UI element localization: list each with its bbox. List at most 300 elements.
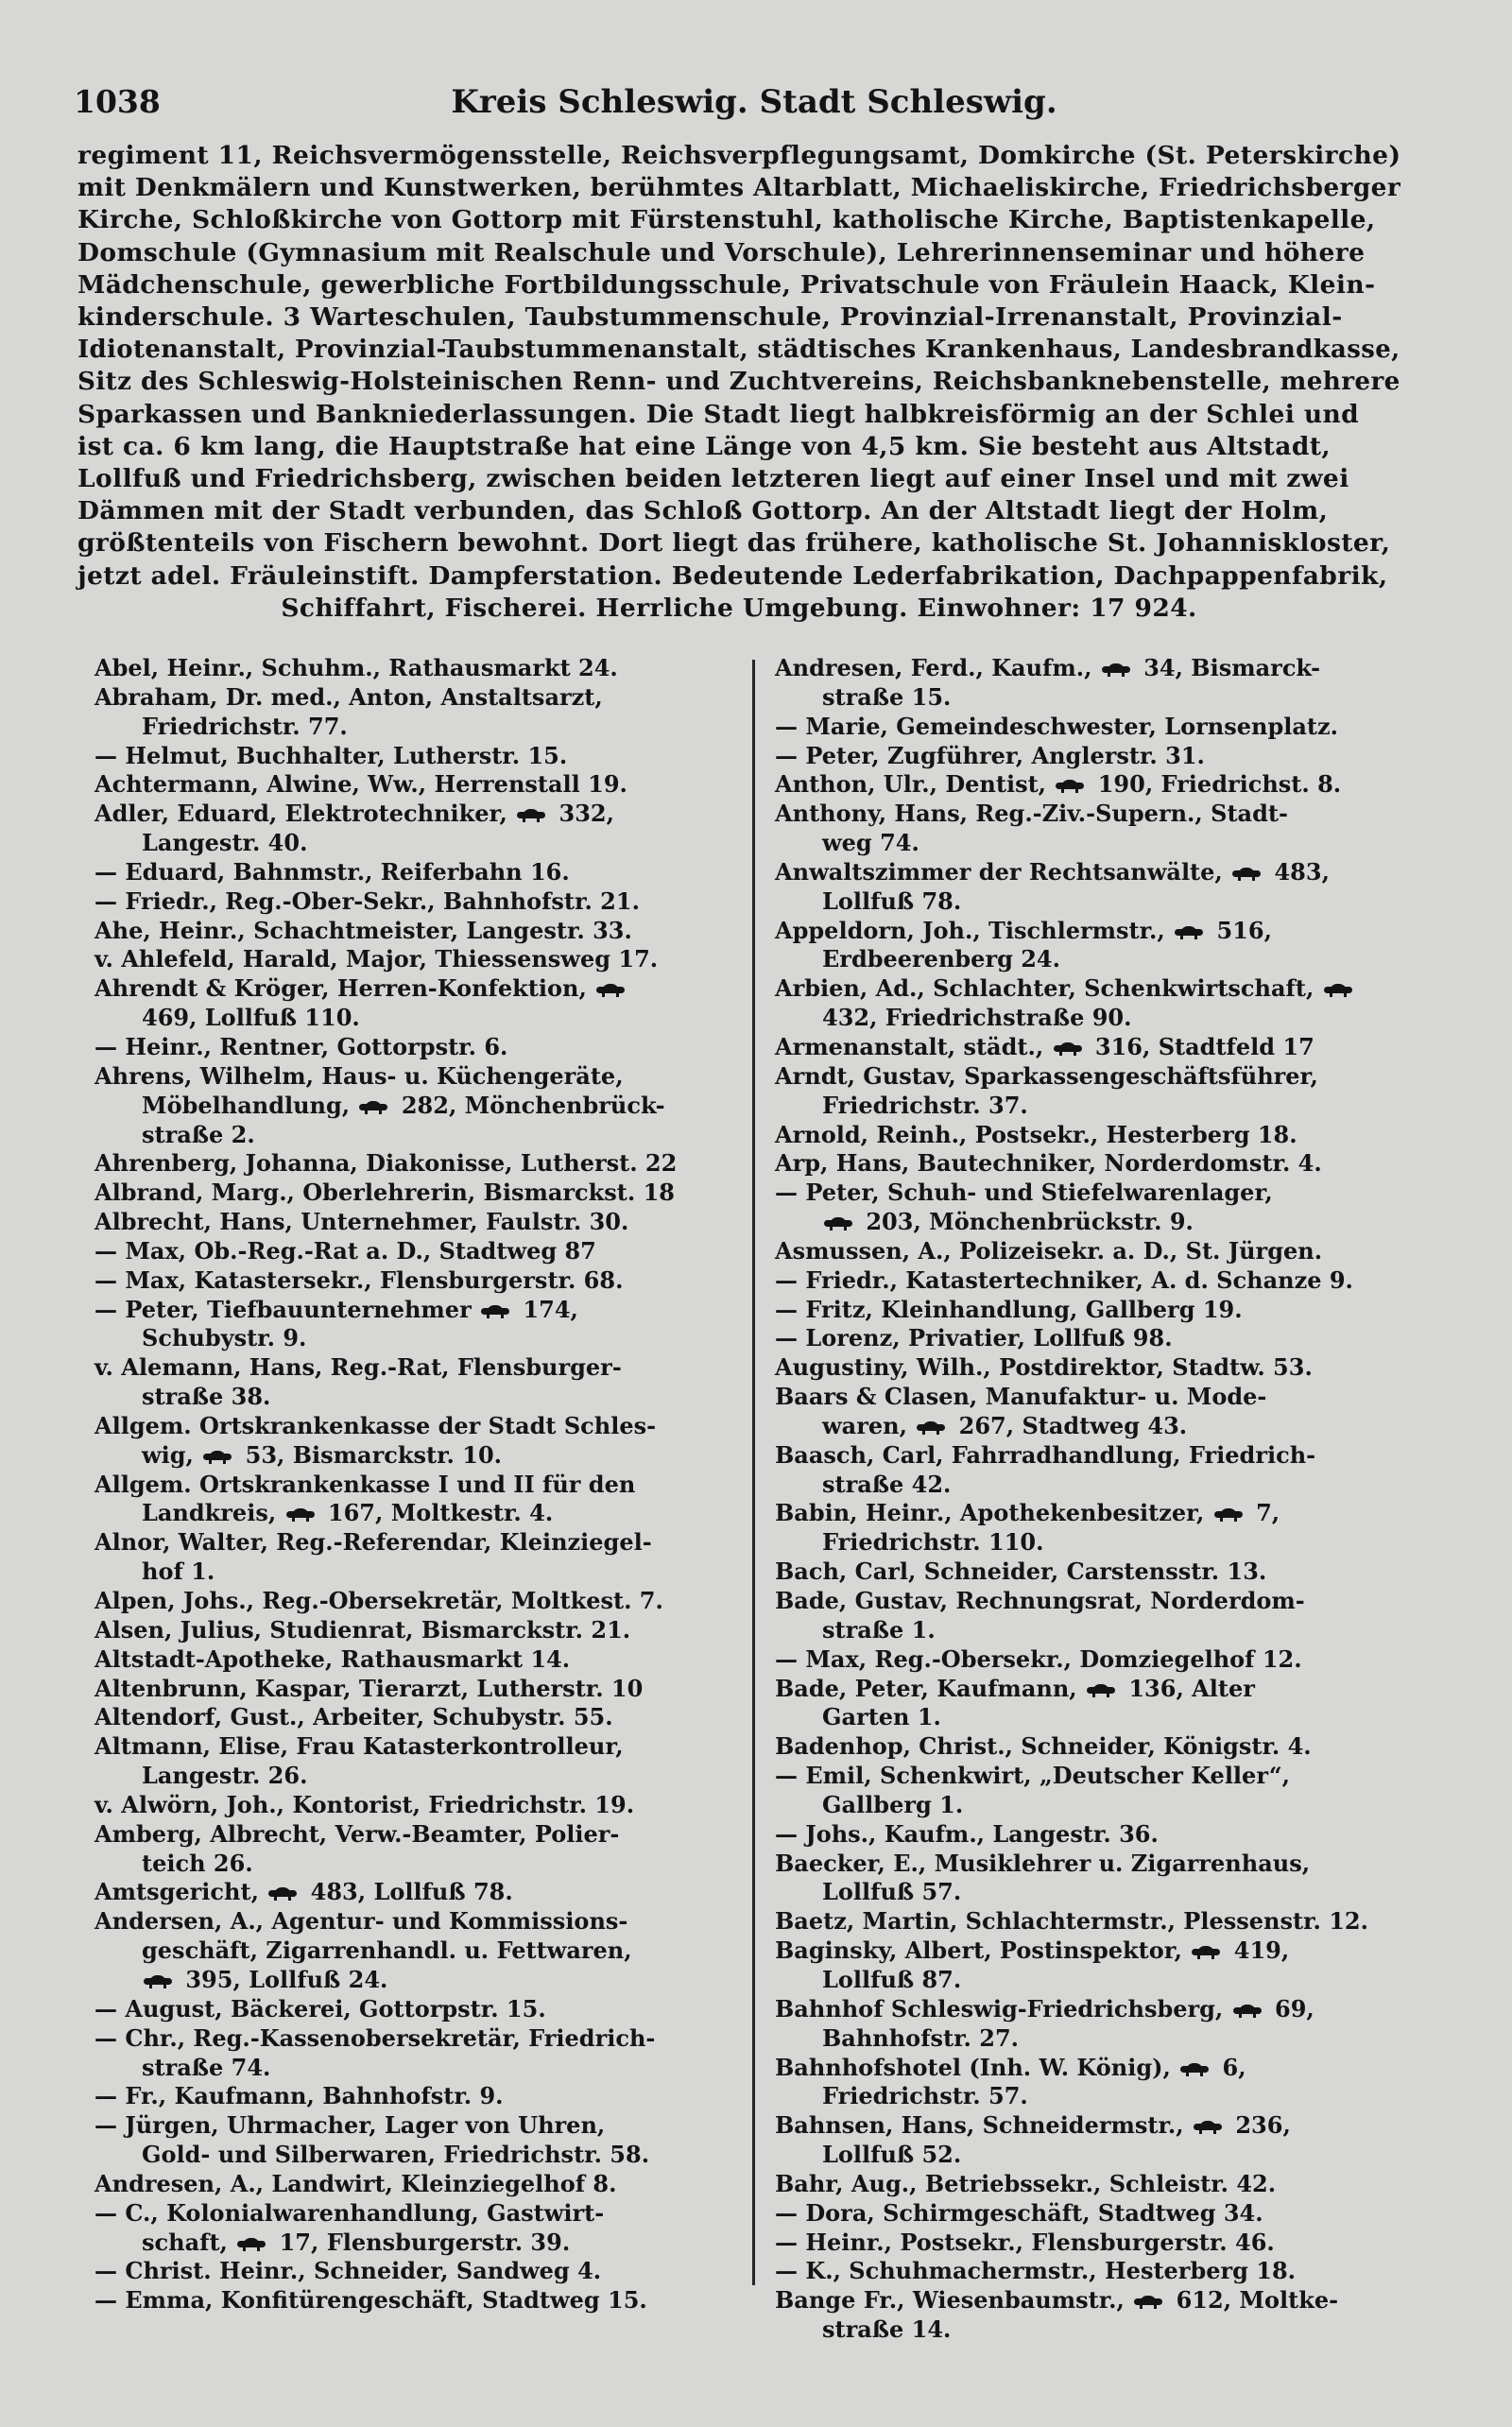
- entry-text: 282, Mönchenbrück-: [393, 1091, 665, 1119]
- entry-line: [94, 974, 747, 1004]
- entry-line: [94, 683, 747, 713]
- directory-entry: [775, 1383, 1427, 1441]
- entry-text: Alnor, Walter, Reg.-Referendar, Kleinziegel-: [94, 1528, 652, 1557]
- directory-entry: [775, 2257, 1427, 2286]
- entry-line: [775, 1383, 1427, 1412]
- entry-text: Achtermann, Alwine, Ww., Herrenstall 19.: [94, 770, 627, 799]
- intro-line: mit Denkmälern und Kunstwerken, berühmtes Altarblatt, Michaeliskirche, Friedrichsberger: [77, 173, 1401, 203]
- directory-entry: [94, 1907, 747, 1995]
- entry-line: [775, 1121, 1427, 1150]
- entry-line: [94, 1878, 747, 1907]
- telephone-icon: [1180, 2063, 1209, 2076]
- entry-continuation-line: [94, 713, 747, 742]
- entry-line: [94, 1616, 747, 1645]
- entry-text: — Helmut, Buchhalter, Lutherstr. 15.: [94, 741, 568, 769]
- page-header: [74, 83, 1435, 130]
- entry-text: — Johs., Kaufm., Langestr. 36.: [775, 1819, 1159, 1848]
- entry-line: [94, 654, 747, 683]
- entry-line: [94, 1179, 747, 1208]
- entry-text: Albrecht, Hans, Unternehmer, Faulstr. 30.: [94, 1208, 629, 1236]
- directory-entry: [94, 1149, 747, 1179]
- entry-text: Augustiny, Wilh., Postdirektor, Stadtw. 53.: [775, 1353, 1313, 1382]
- entry-line: [775, 1237, 1427, 1266]
- directory-entry: [94, 2082, 747, 2111]
- entry-line: [775, 742, 1427, 771]
- directory-entry: [94, 1237, 747, 1266]
- entry-text: Gold- und Silberwaren, Friedrichstr. 58.: [142, 2141, 650, 2169]
- entry-continuation-line: [94, 1092, 747, 1121]
- entry-text: Altmann, Elise, Frau Katasterkontrolleur,: [94, 1732, 624, 1761]
- directory-entry: [775, 2199, 1427, 2229]
- entry-text: Anthony, Hans, Reg.-Ziv.-Supern., Stadt-: [775, 800, 1288, 828]
- entry-line: [775, 1296, 1427, 1325]
- directory-entry: [775, 858, 1427, 917]
- entry-text: 469, Lollfuß 110.: [142, 1004, 360, 1032]
- directory-entry: [775, 1645, 1427, 1675]
- entry-text: Badenhop, Christ., Schneider, Königstr. 4.: [775, 1732, 1312, 1761]
- directory-entry: [775, 2111, 1427, 2170]
- telephone-icon: [237, 2238, 266, 2251]
- telephone-icon: [1056, 780, 1084, 793]
- entry-line: [775, 1266, 1427, 1296]
- entry-text: Amtsgericht,: [94, 1878, 267, 1906]
- entry-line: [775, 1179, 1427, 1208]
- entry-continuation-line: [94, 829, 747, 858]
- telephone-icon: [481, 1305, 509, 1318]
- directory-entry: [94, 2024, 747, 2083]
- directory-entry: [775, 713, 1427, 742]
- directory-entry: [775, 1907, 1427, 1936]
- entry-text: Andersen, A., Agentur- und Kommissions-: [94, 1907, 628, 1936]
- entry-line: [94, 917, 747, 946]
- intro-line: Lollfuß und Friedrichsberg, zwischen beiden letzteren liegt auf einer Insel und mit zwei: [77, 464, 1349, 494]
- entry-text: Langestr. 40.: [142, 829, 308, 857]
- intro-line: größtenteils von Fischern bewohnt. Dort liegt das frühere, katholische St. Johanniskloster,: [77, 528, 1391, 559]
- directory-entry: [775, 1033, 1427, 1062]
- entry-text: geschäft, Zigarrenhandl. u. Fettwaren,: [142, 1936, 632, 1965]
- entry-text: Armenanstalt, städt.,: [775, 1032, 1052, 1060]
- intro-line: Kirche, Schloßkirche von Gottorp mit Fürstenstuhl, katholische Kirche, Baptistenkapelle,: [77, 205, 1376, 235]
- entry-line: [775, 858, 1427, 887]
- entry-text: straße 42.: [822, 1470, 952, 1498]
- entry-text: — Fr., Kaufmann, Bahnhofstr. 9.: [94, 2082, 504, 2110]
- directory-entry: [94, 1878, 747, 1907]
- entry-line: [775, 1850, 1427, 1879]
- entry-line: [94, 1820, 747, 1850]
- entry-line: [775, 770, 1427, 800]
- entry-continuation-line: [94, 1121, 747, 1150]
- entry-text: hof 1.: [142, 1558, 215, 1586]
- entry-text: schaft,: [142, 2228, 236, 2256]
- entry-line: [94, 1675, 747, 1704]
- entry-continuation-line: [775, 2082, 1427, 2111]
- entry-text: 612, Moltke-: [1168, 2286, 1339, 2315]
- directory-entry: [775, 1762, 1427, 1820]
- directory-entry: [775, 1324, 1427, 1353]
- column-divider: [752, 660, 755, 2285]
- directory-entry: [775, 1732, 1427, 1762]
- entry-line: [94, 2024, 747, 2054]
- entry-text: straße 38.: [142, 1383, 271, 1411]
- entry-line: [94, 1528, 747, 1558]
- entry-text: Lollfuß 57.: [822, 1878, 962, 1906]
- entry-text: Abel, Heinr., Schuhm., Rathausmarkt 24.: [94, 654, 618, 681]
- entry-text: wig,: [142, 1440, 202, 1469]
- entry-line: [775, 800, 1427, 829]
- entry-continuation-line: [775, 1703, 1427, 1732]
- entry-line: [775, 1995, 1427, 2024]
- entry-line: [775, 2054, 1427, 2083]
- directory-entry: [94, 1296, 747, 1354]
- entry-text: Bach, Carl, Schneider, Carstensstr. 13.: [775, 1558, 1267, 1586]
- directory-entry: [94, 1179, 747, 1208]
- entry-text: 7,: [1247, 1499, 1280, 1527]
- entry-text: Bade, Peter, Kaufmann,: [775, 1674, 1085, 1702]
- intro-line: Sparkassen und Bankniederlassungen. Die Stadt liegt halbkreisförmig an der Schlei und: [77, 399, 1360, 429]
- telephone-icon: [517, 809, 545, 822]
- directory-entry: [94, 1528, 747, 1587]
- entry-line: [775, 1062, 1427, 1092]
- entry-continuation-line: [94, 1324, 747, 1353]
- entry-text: weg 74.: [822, 829, 919, 857]
- entry-line: [775, 1033, 1427, 1062]
- entry-continuation-line: [775, 1092, 1427, 1121]
- telephone-icon: [1134, 2296, 1162, 2309]
- entry-text: Bahnhof Schleswig-Friedrichsberg,: [775, 1994, 1231, 2022]
- entry-text: 167, Moltkestr. 4.: [319, 1499, 554, 1527]
- entry-continuation-line: [775, 2024, 1427, 2054]
- entry-line: [775, 1441, 1427, 1471]
- entry-text: — Peter, Schuh- und Stiefelwarenlager,: [775, 1179, 1273, 1207]
- entry-text: Altenbrunn, Kaspar, Tierarzt, Lutherstr. 10: [94, 1674, 644, 1702]
- directory-entry: [775, 1995, 1427, 2054]
- directory-entry: [94, 742, 747, 771]
- entry-line: [94, 2257, 747, 2286]
- entry-line: [94, 1033, 747, 1062]
- entry-text: straße 14.: [822, 2315, 952, 2344]
- entry-text: Friedrichstr. 57.: [822, 2082, 1028, 2110]
- telephone-icon: [1194, 2121, 1222, 2134]
- entry-text: Allgem. Ortskrankenkasse I und II für den: [94, 1470, 636, 1498]
- directory-entry: [775, 770, 1427, 800]
- entry-line: [94, 1907, 747, 1936]
- entry-continuation-line: [775, 1616, 1427, 1645]
- entry-line: [94, 800, 747, 829]
- entry-text: 17, Flensburgerstr. 39.: [271, 2228, 571, 2256]
- intro-line: kinderschule. 3 Warteschulen, Taubstummenschule, Provinzial-Irrenanstalt, Provinzial-: [77, 302, 1343, 333]
- telephone-icon: [203, 1451, 232, 1464]
- telephone-icon: [1175, 926, 1203, 939]
- entry-text: Bahnhofstr. 27.: [822, 2023, 1020, 2052]
- directory-entry: [94, 1412, 747, 1471]
- entry-continuation-line: [775, 945, 1427, 974]
- telephone-icon: [1102, 663, 1130, 677]
- intro-line: Sitz des Schleswig-Holsteinischen Renn- und Zuchtvereins, Reichsbanknebenstelle, mehrere: [77, 367, 1400, 397]
- entry-line: [775, 1675, 1427, 1704]
- entry-continuation-line: [775, 1791, 1427, 1820]
- entry-text: Baars & Clasen, Manufaktur- u. Mode-: [775, 1383, 1267, 1411]
- entry-line: [94, 1149, 747, 1179]
- entry-text: 516,: [1209, 916, 1272, 944]
- entry-text: Baginsky, Albert, Postinspektor,: [775, 1936, 1191, 1965]
- entry-text: Arp, Hans, Bautechniker, Norderdomstr. 4.: [775, 1149, 1322, 1178]
- entry-text: 483, Lollfuß 78.: [302, 1878, 513, 1906]
- entry-continuation-line: [775, 1412, 1427, 1441]
- directory-entry: [94, 1820, 747, 1879]
- entry-line: [775, 1353, 1427, 1383]
- entry-line: [775, 2286, 1427, 2315]
- entry-text: Allgem. Ortskrankenkasse der Stadt Schles-: [94, 1411, 657, 1439]
- directory-entry: [94, 2170, 747, 2199]
- telephone-icon: [1232, 868, 1261, 881]
- entry-text: Baecker, E., Musiklehrer u. Zigarrenhaus,: [775, 1849, 1311, 1877]
- entry-text: Altstadt-Apotheke, Rathausmarkt 14.: [94, 1644, 571, 1673]
- entry-text: 53, Bismarckstr. 10.: [237, 1440, 502, 1469]
- entry-text: 419,: [1226, 1936, 1290, 1965]
- entry-text: Appeldorn, Joh., Tischlermstr.,: [775, 916, 1174, 944]
- directory-entry: [775, 974, 1427, 1033]
- directory-column-left: [94, 654, 747, 2315]
- telephone-icon: [1214, 1508, 1243, 1522]
- entry-line: [775, 1558, 1427, 1587]
- entry-text: Möbelhandlung,: [142, 1091, 358, 1119]
- entry-continuation-line: [775, 683, 1427, 713]
- entry-line: [94, 887, 747, 917]
- entry-text: — Lorenz, Privatier, Lollfuß 98.: [775, 1324, 1173, 1352]
- intro-line: ist ca. 6 km lang, die Hauptstraße hat eine Länge von 4,5 km. Sie besteht aus Altstadt,: [77, 431, 1332, 461]
- entry-text: — Heinr., Rentner, Gottorpstr. 6.: [94, 1032, 508, 1060]
- directory-entry: [94, 1587, 747, 1616]
- directory-entry: [94, 2199, 747, 2258]
- entry-line: [94, 1587, 747, 1616]
- directory-entry: [775, 654, 1427, 713]
- entry-text: 190, Friedrichst. 8.: [1090, 770, 1342, 799]
- entry-text: Babin, Heinr., Apothekenbesitzer,: [775, 1499, 1212, 1527]
- entry-text: Adler, Eduard, Elektrotechniker,: [94, 800, 516, 828]
- entry-line: [775, 1149, 1427, 1179]
- directory-entry: [775, 1062, 1427, 1121]
- directory-entry: [94, 1703, 747, 1732]
- directory-entry: [94, 974, 747, 1033]
- directory-column-right: [775, 654, 1427, 2345]
- entry-line: [94, 858, 747, 887]
- entry-text: Ahe, Heinr., Schachtmeister, Langestr. 33.: [94, 916, 632, 944]
- entry-text: Abraham, Dr. med., Anton, Anstaltsarzt,: [94, 682, 603, 711]
- entry-text: — Max, Reg.-Obersekr., Domziegelhof 12.: [775, 1644, 1302, 1673]
- entry-text: Bahr, Aug., Betriebssekr., Schleistr. 42.: [775, 2169, 1277, 2197]
- entry-text: Garten 1.: [822, 1703, 941, 1731]
- entry-text: Alsen, Julius, Studienrat, Bismarckstr. 21.: [94, 1615, 631, 1644]
- entry-line: [775, 1820, 1427, 1850]
- entry-text: Bange Fr., Wiesenbaumstr.,: [775, 2286, 1133, 2315]
- entry-continuation-line: [775, 1208, 1427, 1237]
- entry-line: [94, 1208, 747, 1237]
- entry-line: [94, 2111, 747, 2141]
- entry-text: 432, Friedrichstraße 90.: [822, 1004, 1132, 1032]
- entry-text: Friedrichstr. 77.: [142, 712, 348, 740]
- directory-entry: [94, 1033, 747, 1062]
- entry-text: straße 2.: [142, 1120, 255, 1148]
- entry-text: — C., Kolonialwarenhandlung, Gastwirt-: [94, 2198, 605, 2227]
- directory-entry: [775, 1499, 1427, 1558]
- entry-text: Andresen, Ferd., Kaufm.,: [775, 654, 1100, 681]
- entry-text: — Marie, Gemeindeschwester, Lornsenplatz.: [775, 712, 1338, 740]
- entry-text: Landkreis,: [142, 1499, 284, 1527]
- directory-entry: [94, 1995, 747, 2024]
- entry-line: [94, 1645, 747, 1675]
- entry-text: 203, Mönchenbrückstr. 9.: [858, 1208, 1194, 1236]
- entry-text: Arnold, Reinh., Postsekr., Hesterberg 18.: [775, 1120, 1297, 1148]
- entry-line: [94, 1732, 747, 1762]
- entry-text: v. Alwörn, Joh., Kontorist, Friedrichstr. 19.: [94, 1790, 635, 1818]
- entry-line: [775, 2257, 1427, 2286]
- directory-entry: [94, 800, 747, 858]
- entry-text: v. Ahlefeld, Harald, Major, Thiessensweg 17.: [94, 945, 659, 973]
- entry-line: [775, 1587, 1427, 1616]
- entry-text: Ahrendt & Kröger, Herren-Konfektion,: [94, 974, 595, 1003]
- telephone-icon: [1192, 1946, 1220, 1959]
- entry-line: [775, 1645, 1427, 1675]
- entry-text: — Friedr., Reg.-Ober-Sekr., Bahnhofstr. 21.: [94, 886, 640, 915]
- entry-line: [775, 2229, 1427, 2258]
- directory-entry: [94, 1208, 747, 1237]
- entry-line: [94, 2082, 747, 2111]
- entry-text: Lollfuß 52.: [822, 2141, 962, 2169]
- entry-text: Erdbeerenberg 24.: [822, 945, 1060, 973]
- directory-entry: [94, 1675, 747, 1704]
- directory-entry: [94, 1791, 747, 1820]
- entry-text: — August, Bäckerei, Gottorpstr. 15.: [94, 1994, 546, 2022]
- entry-text: Bahnsen, Hans, Schneidermstr.,: [775, 2111, 1192, 2140]
- entry-text: Lollfuß 87.: [822, 1965, 962, 1993]
- entry-text: 332,: [551, 800, 614, 828]
- entry-text: — Dora, Schirmgeschäft, Stadtweg 34.: [775, 2198, 1263, 2227]
- directory-entry: [94, 1471, 747, 1529]
- entry-text: Friedrichstr. 37.: [822, 1091, 1028, 1119]
- entry-line: [94, 1995, 747, 2024]
- entry-text: 34, Bismarck-: [1135, 654, 1321, 681]
- entry-text: straße 1.: [822, 1615, 936, 1644]
- entry-line: [94, 1237, 747, 1266]
- directory-entry: [775, 1149, 1427, 1179]
- entry-continuation-line: [775, 2315, 1427, 2345]
- directory-entry: [94, 683, 747, 742]
- telephone-icon: [1324, 984, 1352, 997]
- entry-line: [94, 1062, 747, 1092]
- directory-entry: [775, 1441, 1427, 1500]
- entry-line: [94, 2199, 747, 2229]
- directory-entry: [94, 654, 747, 683]
- entry-line: [775, 917, 1427, 946]
- entry-text: Andresen, A., Landwirt, Kleinziegelhof 8.: [94, 2169, 617, 2197]
- entry-line: [775, 1762, 1427, 1791]
- telephone-icon: [1233, 2005, 1262, 2018]
- entry-text: Asmussen, A., Polizeisekr. a. D., St. Jürgen.: [775, 1236, 1323, 1265]
- entry-line: [775, 713, 1427, 742]
- entry-text: — K., Schuhmachermstr., Hesterberg 18.: [775, 2257, 1297, 2285]
- intro-line: Domschule (Gymnasium mit Realschule und Vorschule), Lehrerinnenseminar und höhere: [77, 237, 1366, 267]
- entry-continuation-line: [94, 1936, 747, 1966]
- entry-continuation-line: [775, 1004, 1427, 1033]
- entry-line: [775, 1936, 1427, 1966]
- directory-entry: [775, 2229, 1427, 2258]
- entry-text: 483,: [1266, 857, 1330, 886]
- telephone-icon: [917, 1421, 945, 1435]
- directory-entry: [94, 1062, 747, 1150]
- intro-line: Idiotenanstalt, Provinzial-Taubstummenanstalt, städtisches Krankenhaus, Landesbrandkasse,: [77, 335, 1400, 365]
- entry-continuation-line: [775, 1966, 1427, 1995]
- entry-text: — Emma, Konfitürengeschäft, Stadtweg 15.: [94, 2286, 647, 2315]
- intro-line: Schiffahrt, Fischerei. Herrliche Umgebung. Einwohner: 17 924.: [281, 593, 1197, 623]
- entry-text: Anwaltszimmer der Rechtsanwälte,: [775, 857, 1231, 886]
- entry-continuation-line: [775, 1471, 1427, 1500]
- telephone-icon: [144, 1975, 172, 1988]
- entry-text: straße 15.: [822, 682, 952, 711]
- directory-entry: [775, 2286, 1427, 2345]
- entry-text: Schubystr. 9.: [142, 1324, 307, 1352]
- entry-continuation-line: [775, 1528, 1427, 1558]
- directory-entry: [94, 2286, 747, 2315]
- entry-continuation-line: [94, 1441, 747, 1471]
- entry-line: [775, 2111, 1427, 2141]
- entry-text: — Christ. Heinr., Schneider, Sandweg 4.: [94, 2257, 602, 2285]
- intro-line: jetzt adel. Fräuleinstift. Dampferstation. Bedeutende Lederfabrikation, Dachpappenfabrik,: [77, 560, 1388, 591]
- directory-entry: [775, 1820, 1427, 1850]
- entry-text: Bahnhofshotel (Inh. W. König),: [775, 2053, 1179, 2081]
- entry-text: 6,: [1214, 2053, 1246, 2081]
- entry-text: — Chr., Reg.-Kassenobersekretär, Friedrich-: [94, 2023, 656, 2052]
- entry-text: 69,: [1266, 1994, 1314, 2022]
- directory-entry: [94, 1266, 747, 1296]
- entry-text: — Peter, Zugführer, Anglerstr. 31.: [775, 741, 1205, 769]
- entry-line: [94, 2286, 747, 2315]
- entry-text: Baetz, Martin, Schlachtermstr., Plessenstr. 12.: [775, 1907, 1368, 1936]
- entry-text: 174,: [515, 1295, 578, 1323]
- entry-line: [94, 1703, 747, 1732]
- directory-entry: [775, 1558, 1427, 1587]
- telephone-icon: [286, 1508, 315, 1522]
- entry-text: Altendorf, Gust., Arbeiter, Schubystr. 55.: [94, 1703, 613, 1731]
- entry-text: waren,: [822, 1411, 916, 1439]
- entry-text: 136, Alter: [1120, 1674, 1255, 1702]
- entry-text: Ahrenberg, Johanna, Diakonisse, Lutherst. 22: [94, 1149, 678, 1178]
- entry-text: v. Alemann, Hans, Reg.-Rat, Flensburger-: [94, 1353, 622, 1382]
- entry-text: Friedrichstr. 110.: [822, 1528, 1044, 1557]
- entry-line: [775, 974, 1427, 1004]
- directory-entry: [775, 1296, 1427, 1325]
- entry-text: Albrand, Marg., Oberlehrerin, Bismarckst. 18: [94, 1179, 675, 1207]
- entry-text: — Friedr., Katastertechniker, A. d. Schanze 9.: [775, 1265, 1353, 1294]
- directory-entry: [94, 1616, 747, 1645]
- entry-text: 316, Stadtfeld 17: [1087, 1032, 1314, 1060]
- entry-text: Arbien, Ad., Schlachter, Schenkwirtschaft,: [775, 974, 1322, 1003]
- directory-entry: [775, 2054, 1427, 2112]
- intro-line: Mädchenschule, gewerbliche Fortbildungsschule, Privatschule von Fräulein Haack, Klein-: [77, 269, 1376, 300]
- town-description: [77, 140, 1400, 625]
- entry-line: [775, 654, 1427, 683]
- entry-text: — Jürgen, Uhrmacher, Lager von Uhren,: [94, 2111, 606, 2140]
- directory-entry: [94, 1353, 747, 1412]
- directory-entry: [775, 742, 1427, 771]
- entry-text: — Eduard, Bahnmstr., Reiferbahn 16.: [94, 857, 570, 886]
- entry-text: Anthon, Ulr., Dentist,: [775, 770, 1055, 799]
- entry-continuation-line: [94, 2229, 747, 2258]
- page-number: 1038: [74, 83, 161, 120]
- running-title: Kreis Schleswig. Stadt Schleswig.: [451, 83, 1057, 121]
- entry-line: [94, 742, 747, 771]
- directory-entry: [775, 1353, 1427, 1383]
- entry-line: [775, 1324, 1427, 1353]
